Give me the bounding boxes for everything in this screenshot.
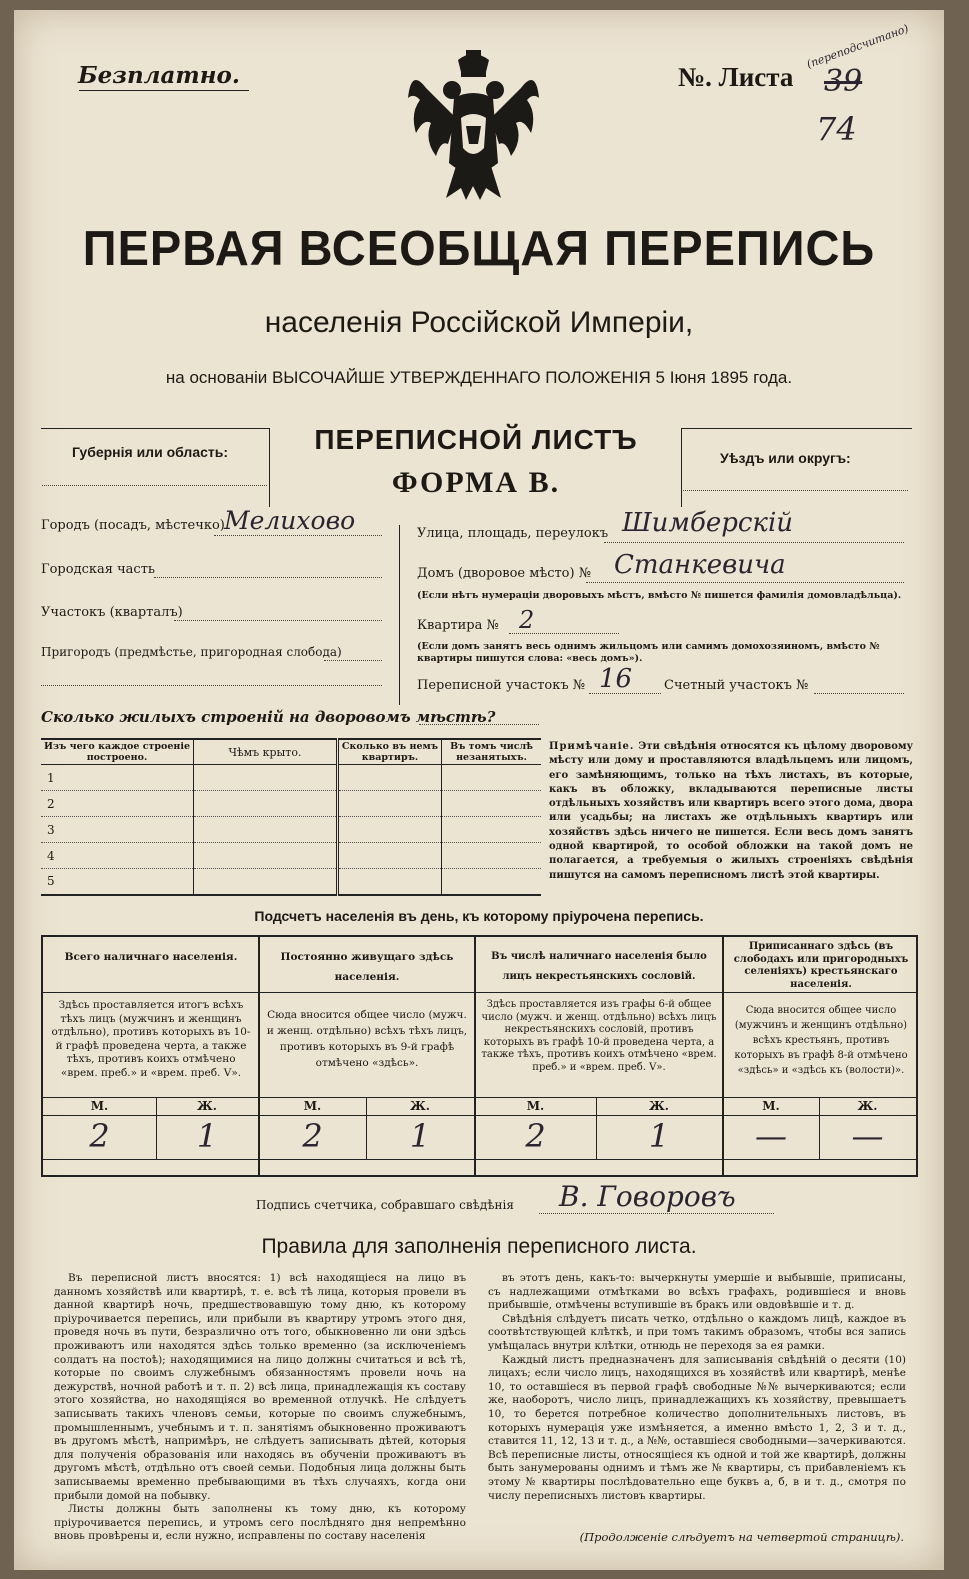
f-label: Ж. [410, 1099, 430, 1113]
rules-paragraph: Въ переписной листъ вносятся: 1) всѣ находящіеся на лицо въ данномъ хозяйствѣ или квартирѣ, т. е. всѣ тѣ лица, которыя провели въ данной квартирѣ ночь, предшествовавшую тому дню, къ которому пріурочивается перепись, или прибыли въ квартиру утромъ этого дня, проведя ночь въ пути, безразлично отъ того, обыкновенно ли они здѣсь проживаютъ или находятся здѣсь только временно (за исключеніемъ солдатъ на постоѣ); находящимися на лицо должны считаться и всѣ тѣ, которые по своимъ служебнымъ обязанностямъ провели ночь на дежурствѣ, ночной работѣ и т. п. 2) всѣ лица, принадлежащія къ составу этого хозяйства, но находящіяся во временной отлучкѣ. Не слѣдуетъ записывать такихъ членовъ семьи, которые по своимъ служебнымъ, промышленнымъ, учебнымъ и т. п. занятіямъ обыкновенно проживаютъ въ другомъ мѣстѣ, напримѣръ, не слѣдуетъ записывать дѣтей, которыя для полученія образованія или находясь въ обученіи проживаютъ въ другомъ мѣстѣ, отдѣльно отъ своей семьи. Подобныя лица должны быть записываемы временно пребывающими въ тѣхъ случаяхъ, когда они прибыли домой на побывку. [54, 1272, 466, 1502]
suburb-field-2[interactable] [41, 685, 382, 686]
rules-left-column [54, 1272, 466, 1544]
f-label: Ж. [197, 1099, 217, 1113]
pop-col4-desc: Сюда вносится общее число (мужчинъ и женщинъ отдѣльно) всѣхъ крестьянъ, противъ которыхъ въ графѣ 8-й отмѣчено «здѣсь» и «здѣсь къ (волости)». [734, 1005, 908, 1076]
m-label: М. [90, 1099, 109, 1113]
pop-col4-head: Приписаннаго здѣсь (въ слободахъ или пригородныхъ селеніяхъ) крестьянскаго населенія. [733, 941, 909, 990]
note-head: Примѣчаніе. [549, 741, 635, 752]
signature-value: В. Говоровъ [559, 1180, 736, 1213]
precinct-label: Участокъ (кварталъ) [41, 605, 183, 620]
col-material: Изъ чего каждое строеніе построено. [41, 739, 194, 765]
m-label: М. [303, 1099, 322, 1113]
buildings-table [41, 738, 541, 896]
rules-paragraph: Каждый листъ предназначенъ для записыванія свѣдѣній о десяти (10) лицахъ; если число лицъ, находящихся въ хозяйствѣ или квартирѣ, менѣе 10, то оставшіеся въ первой графѣ свободные №№ вычеркиваются; если же, наоборотъ, число лицъ, принадлежащихъ къ хозяйству, превышаетъ 10, то берется потребное количество дополнительныхъ листовъ, въ которыхъ нумерація уже измѣняется, а именно вмѣсто 1, 2, 3 и т. д., ставится 11, 12, 13 и т. д., а №№, оставшіеся свободными—зачеркиваются. Всѣ переписные листы, относящіеся къ одной и той же квартирѣ, должны быть занумерованы однимъ и тѣмъ же № квартиры, съ прибавленіемъ къ этому № квартиры послѣдовательно еще буквъ а, б, в и т. д., смотря по числу переписныхъ листовъ квартиры. [488, 1353, 906, 1502]
buildings-question: Сколько жилыхъ строеній на дворовомъ мѣстѣ? [41, 708, 496, 726]
city-value: Мелихово [224, 506, 356, 535]
col-vacant: Въ томъ числѣ незанятыхъ. [450, 741, 533, 763]
f-label: Ж. [857, 1099, 878, 1113]
district-box [681, 428, 912, 507]
double-headed-eagle-emblem [406, 48, 541, 203]
pop-col2-head: Постоянно живущаго здѣсь населенія. [280, 951, 454, 983]
pop-col2-male: 2 [302, 1117, 323, 1155]
signature-label: Подпись счетчика, собравшаго свѣдѣнія [256, 1198, 514, 1212]
buildings-count-field[interactable] [419, 724, 539, 725]
apartment-note: (Если домъ занятъ весь однимъ жильцомъ или самимъ домохозяиномъ, вмѣсто № квартиры пишутся слова: «весь домъ»). [417, 641, 880, 664]
m-label: М. [762, 1099, 780, 1113]
pop-col2-desc: Сюда вносится общее число (мужч. и женщ. отдѣльно) всѣхъ тѣхъ лицъ, противъ которыхъ въ 9-й графѣ отмѣчено «здѣсь». [266, 1009, 468, 1069]
street-value: Шимберскій [622, 508, 794, 538]
sheet-number-handwritten: 74 [816, 110, 857, 148]
signature-field[interactable] [539, 1213, 774, 1214]
table-row: 5 [41, 869, 541, 895]
pop-col2-female: 1 [409, 1117, 431, 1155]
rules-right-column [488, 1272, 906, 1503]
sheet-number-crossed: 39 [824, 64, 863, 99]
pop-col4-female: — [851, 1117, 884, 1155]
free-label: Безплатно. [78, 62, 240, 89]
population-title: Подсчетъ населенія въ день, къ которому пріурочена перепись. [254, 908, 704, 924]
province-field[interactable] [42, 485, 267, 486]
apartment-label: Квартира № [417, 618, 499, 633]
street-label: Улица, площадь, переулокъ [417, 526, 609, 541]
pop-col1-desc: Здѣсь проставляется итогъ всѣхъ тѣхъ лицъ (мужчинъ и женщинъ отдѣльно), противъ которыхъ въ 10-й графѣ проведена черта, а также тѣхъ, противъ коихъ отмѣчено «врем. преб.» и «врем. преб. V». [51, 999, 251, 1079]
pop-col3-head: Въ числѣ наличнаго населенія было лицъ некрестьянскихъ сословій. [491, 951, 707, 982]
rules-paragraph: Листы должны быть заполнены къ тому дню, къ которому пріурочивается перепись, и утромъ сего послѣдняго дня непремѣнно вновь провѣрены и, если нужно, исправлены по составу населенія [54, 1503, 466, 1543]
street-field[interactable] [604, 542, 904, 543]
district-label: Уѣздъ или округъ: [720, 450, 851, 466]
census-area-value: 16 [599, 664, 633, 694]
table-row: 4 [41, 843, 541, 869]
pop-col3-male: 2 [525, 1117, 546, 1155]
rules-continued: (Продолженіе слѣдуетъ на четвертой страницѣ). [579, 1530, 904, 1544]
table-row: 1 [41, 765, 541, 791]
pop-col1-male: 2 [89, 1117, 110, 1155]
note-block [549, 740, 913, 883]
free-underline [79, 90, 249, 91]
table-row: 2 [41, 791, 541, 817]
census-sheet [14, 10, 944, 1570]
rules-paragraph: въ этотъ день, какъ-то: вычеркнуты умершіе и выбывшіе, приписаны, съ надлежащими отмѣтками во всѣхъ графахъ, родившіеся и вновь прибывшіе, отмѣчены вступившіе въ бракъ или овдовѣвшіе и т. д. [488, 1272, 906, 1312]
pop-col3-desc: Здѣсь проставляется изъ графы 6-й общее число (мужч. и женщ. отдѣльно) всѣхъ лицъ некрестьянскихъ сословій, противъ которыхъ въ графѣ 10-й проведена черта, а также тѣхъ, противъ коихъ отмѣчено «врем. преб.» и «врем. преб. V». [481, 999, 717, 1073]
sheet-number-label: №. Листа [678, 62, 794, 92]
population-table [41, 935, 918, 1177]
pop-col3-female: 1 [648, 1117, 670, 1155]
rules-title: Правила для заполненія переписного листа. [261, 1235, 697, 1258]
census-area-label: Переписной участокъ № [417, 678, 586, 693]
address-divider [399, 525, 400, 705]
city-field[interactable] [214, 535, 382, 536]
count-area-label: Счетный участокъ № [664, 678, 809, 693]
suburb-label: Пригородъ (предмѣстье, пригородная слобода) [41, 645, 342, 659]
house-label: Домъ (дворовое мѣсто) № [417, 566, 592, 581]
city-part-field[interactable] [154, 577, 382, 578]
rules-paragraph: Свѣдѣнія слѣдуетъ писать четко, отдѣльно о каждомъ лицѣ, каждое въ соотвѣтствующей клѣткѣ, и при томъ такимъ образомъ, чтобы вся запись умѣщалась внутри клѣтки, отнюдь не переходя за ея рамки. [488, 1312, 906, 1352]
form-label: ФОРМА В. [391, 466, 561, 499]
house-field[interactable] [586, 582, 904, 583]
province-label: Губернія или область: [72, 444, 229, 460]
f-label: Ж. [649, 1099, 669, 1113]
count-area-field[interactable] [814, 693, 904, 694]
legal-basis: на основанiи ВЫСОЧАЙШЕ УТВЕРЖДЕННАГО ПОЛОЖЕНІЯ 5 Іюня 1895 года. [165, 368, 793, 387]
main-title: ПЕРВАЯ ВСЕОБЩАЯ ПЕРЕПИСЬ [82, 219, 876, 276]
city-label: Городъ (посадъ, мѣстечко) [41, 518, 225, 533]
precinct-field[interactable] [174, 620, 382, 621]
apartment-value: 2 [519, 606, 535, 634]
pop-col1-head: Всего наличнаго населенія. [64, 951, 238, 963]
city-part-label: Городская часть [41, 562, 155, 577]
province-box [41, 428, 270, 507]
col-roof: Чѣмъ крыто. [194, 739, 338, 765]
table-row: 3 [41, 817, 541, 843]
subtitle: населенія Россійской Имперіи, [264, 306, 694, 339]
pop-col1-female: 1 [196, 1117, 218, 1155]
house-note: (Если нѣтъ нумераціи дворовыхъ мѣстъ, вмѣсто № пишется фамилія домовладѣльца). [417, 590, 902, 601]
house-value: Станкевича [614, 550, 786, 580]
m-label: М. [526, 1099, 545, 1113]
col-apartments: Сколько въ немъ квартиръ. [338, 739, 442, 765]
pop-col4-male: — [755, 1117, 787, 1155]
corner-note: (переподсчитано) [805, 22, 911, 71]
suburb-field[interactable] [324, 660, 382, 661]
district-field[interactable] [683, 490, 908, 491]
sheet-title: ПЕРЕПИСНОЙ ЛИСТЪ [314, 424, 638, 455]
note-text: Эти свѣдѣнія относятся къ цѣлому дворовому мѣсту или дому и проставляются владѣльцемъ или лицомъ, его замѣняющимъ, только на тѣхъ листахъ, въ которые, какъ въ обложку, вкладываются переписные листы отдѣльныхъ хозяйствъ или квартиръ всего этого дома, двора или усадьбы; на листахъ же отдѣльныхъ квартиръ или хозяйствъ здѣсь ничего не пишется. Если весь домъ занятъ одной квартирой, то особой обложки на такой домъ не полагается, а требуемыя о жилыхъ строеніяхъ свѣдѣнія пишутся на самомъ переписномъ листѣ этой квартиры. [549, 741, 913, 881]
